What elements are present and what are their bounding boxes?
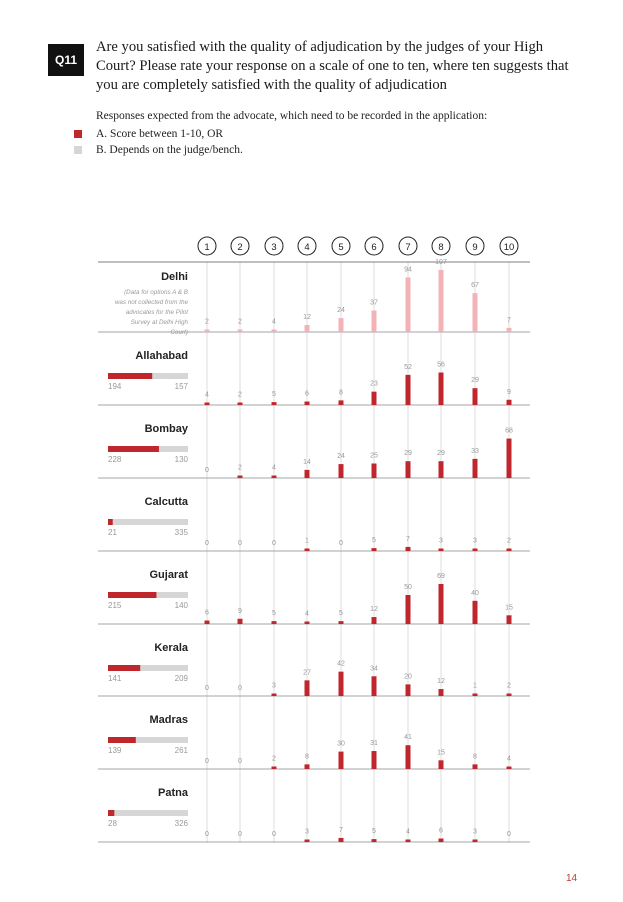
court-note-line: Court) bbox=[170, 329, 188, 336]
column-header-label-3: 3 bbox=[271, 242, 277, 253]
bar-label-patna-10: 0 bbox=[507, 831, 511, 838]
split-bar-a-kerala bbox=[108, 665, 140, 671]
bar-label-calcutta-2: 0 bbox=[238, 540, 242, 547]
split-bar-b-patna bbox=[108, 810, 188, 816]
bar-calcutta-8 bbox=[439, 549, 444, 552]
legend-title: Responses expected from the advocate, which need to be recorded in the application: bbox=[96, 110, 488, 122]
bar-allahabad-10 bbox=[507, 400, 512, 405]
bar-label-delhi-4: 12 bbox=[303, 314, 311, 322]
bar-gujarat-3 bbox=[272, 621, 277, 624]
bar-label-calcutta-4: 1 bbox=[305, 537, 309, 545]
bar-gujarat-9 bbox=[473, 601, 478, 624]
bar-label-allahabad-3: 5 bbox=[272, 391, 276, 399]
bar-madras-8 bbox=[439, 760, 444, 769]
split-bar-a-patna bbox=[108, 810, 114, 816]
bar-calcutta-10 bbox=[507, 549, 512, 552]
split-value-b-calcutta: 335 bbox=[174, 528, 188, 537]
bar-calcutta-9 bbox=[473, 549, 478, 552]
bar-label-kerala-7: 20 bbox=[404, 673, 412, 681]
bar-delhi-10 bbox=[507, 328, 512, 332]
bar-gujarat-2 bbox=[238, 619, 243, 624]
bar-calcutta-4 bbox=[305, 549, 310, 552]
bar-label-madras-8: 15 bbox=[437, 749, 445, 757]
column-header-label-1: 1 bbox=[204, 242, 210, 253]
bar-label-kerala-2: 0 bbox=[238, 685, 242, 692]
bar-allahabad-3 bbox=[272, 402, 277, 405]
bar-label-calcutta-7: 7 bbox=[406, 535, 410, 543]
bar-delhi-3 bbox=[272, 330, 277, 333]
bar-delhi-2 bbox=[238, 330, 243, 333]
bar-gujarat-6 bbox=[372, 617, 377, 624]
bar-label-calcutta-9: 3 bbox=[473, 537, 477, 545]
court-note-line: Survey at Delhi High bbox=[130, 319, 188, 326]
bar-kerala-10 bbox=[507, 694, 512, 697]
split-value-a-patna: 28 bbox=[108, 819, 117, 828]
bar-label-gujarat-2: 9 bbox=[238, 607, 242, 615]
bar-label-madras-9: 8 bbox=[473, 753, 477, 761]
column-header-label-8: 8 bbox=[438, 242, 444, 253]
split-value-a-madras: 139 bbox=[108, 746, 122, 755]
bar-label-madras-7: 41 bbox=[404, 734, 412, 742]
column-header-label-2: 2 bbox=[237, 242, 243, 253]
bar-label-calcutta-10: 2 bbox=[507, 537, 511, 545]
bar-patna-7 bbox=[406, 840, 411, 843]
bar-allahabad-4 bbox=[305, 402, 310, 405]
bar-label-kerala-3: 3 bbox=[272, 682, 276, 690]
bar-calcutta-6 bbox=[372, 548, 377, 551]
bar-label-allahabad-9: 29 bbox=[471, 377, 479, 385]
bar-label-patna-9: 3 bbox=[473, 828, 477, 836]
bar-delhi-5 bbox=[339, 318, 344, 332]
bar-label-gujarat-1: 6 bbox=[205, 609, 209, 617]
bar-delhi-7 bbox=[406, 277, 411, 332]
bar-label-bombay-6: 25 bbox=[370, 452, 378, 460]
bar-madras-6 bbox=[372, 751, 377, 769]
bar-label-kerala-9: 1 bbox=[473, 682, 477, 690]
bar-bombay-2 bbox=[238, 476, 243, 479]
bar-allahabad-6 bbox=[372, 392, 377, 405]
court-note-line: advocates for the Pilot bbox=[125, 309, 188, 316]
bar-label-bombay-10: 68 bbox=[505, 427, 513, 435]
split-bar-b-calcutta bbox=[108, 519, 188, 525]
bar-madras-10 bbox=[507, 767, 512, 770]
bar-delhi-6 bbox=[372, 311, 377, 332]
bar-label-gujarat-8: 69 bbox=[437, 572, 445, 580]
bar-label-patna-7: 4 bbox=[406, 828, 410, 836]
bar-label-bombay-5: 24 bbox=[337, 453, 345, 461]
bar-patna-9 bbox=[473, 840, 478, 843]
bar-label-gujarat-6: 12 bbox=[370, 606, 378, 614]
bar-bombay-5 bbox=[339, 464, 344, 478]
split-value-b-madras: 261 bbox=[174, 746, 188, 755]
split-value-b-kerala: 209 bbox=[174, 674, 188, 683]
bar-madras-9 bbox=[473, 764, 478, 769]
bar-gujarat-4 bbox=[305, 622, 310, 625]
bar-label-kerala-1: 0 bbox=[205, 685, 209, 692]
court-name-delhi: Delhi bbox=[161, 271, 188, 283]
bar-label-kerala-4: 27 bbox=[303, 669, 311, 677]
court-name-bombay: Bombay bbox=[144, 423, 188, 435]
split-value-b-bombay: 130 bbox=[174, 455, 188, 464]
bar-madras-4 bbox=[305, 764, 310, 769]
bar-label-delhi-8: 107 bbox=[435, 258, 447, 266]
split-bar-a-calcutta bbox=[108, 519, 113, 525]
bar-bombay-7 bbox=[406, 461, 411, 478]
page-number: 14 bbox=[566, 873, 578, 884]
split-value-b-gujarat: 140 bbox=[174, 601, 188, 610]
bar-label-madras-5: 30 bbox=[337, 740, 345, 748]
bar-label-allahabad-8: 56 bbox=[437, 361, 445, 369]
bar-calcutta-7 bbox=[406, 547, 411, 551]
split-value-b-patna: 326 bbox=[174, 819, 188, 828]
bar-madras-3 bbox=[272, 767, 277, 770]
bar-madras-7 bbox=[406, 745, 411, 769]
split-value-b-allahabad: 157 bbox=[174, 382, 188, 391]
bar-label-patna-1: 0 bbox=[205, 831, 209, 838]
bar-label-madras-4: 8 bbox=[305, 753, 309, 761]
bar-bombay-3 bbox=[272, 476, 277, 479]
bar-label-delhi-2: 2 bbox=[238, 318, 242, 326]
bar-label-bombay-1: 0 bbox=[205, 467, 209, 474]
bar-kerala-7 bbox=[406, 684, 411, 696]
bar-allahabad-7 bbox=[406, 375, 411, 405]
bar-label-patna-5: 7 bbox=[339, 826, 343, 834]
bar-label-calcutta-8: 3 bbox=[439, 537, 443, 545]
bar-label-allahabad-6: 23 bbox=[370, 380, 378, 388]
bar-patna-8 bbox=[439, 839, 444, 842]
bar-label-patna-4: 3 bbox=[305, 828, 309, 836]
bar-allahabad-1 bbox=[205, 403, 210, 406]
court-name-patna: Patna bbox=[158, 787, 188, 799]
bar-allahabad-9 bbox=[473, 388, 478, 405]
bar-bombay-10 bbox=[507, 439, 512, 478]
bar-label-allahabad-1: 4 bbox=[205, 391, 209, 399]
bar-label-delhi-1: 2 bbox=[205, 318, 209, 326]
bar-label-allahabad-5: 8 bbox=[339, 389, 343, 397]
split-value-a-gujarat: 215 bbox=[108, 601, 122, 610]
bar-label-gujarat-9: 40 bbox=[471, 589, 479, 597]
bar-label-madras-1: 0 bbox=[205, 758, 209, 765]
split-value-a-kerala: 141 bbox=[108, 674, 122, 683]
legend-label-b: B. Depends on the judge/bench. bbox=[96, 144, 243, 156]
bar-delhi-8 bbox=[439, 270, 444, 332]
bar-gujarat-5 bbox=[339, 621, 344, 624]
split-bar-a-bombay bbox=[108, 446, 159, 452]
bar-label-patna-8: 6 bbox=[439, 827, 443, 835]
bar-label-patna-3: 0 bbox=[272, 831, 276, 838]
bar-bombay-4 bbox=[305, 470, 310, 478]
bar-label-kerala-8: 12 bbox=[437, 678, 445, 686]
court-name-calcutta: Calcutta bbox=[144, 496, 188, 508]
column-header-label-5: 5 bbox=[338, 242, 344, 253]
bar-bombay-8 bbox=[439, 461, 444, 478]
court-note-line: was not collected from the bbox=[114, 299, 188, 306]
bar-kerala-9 bbox=[473, 694, 478, 697]
bar-delhi-4 bbox=[305, 325, 310, 332]
split-value-a-calcutta: 21 bbox=[108, 528, 117, 537]
column-header-label-6: 6 bbox=[371, 242, 377, 253]
column-header-label-10: 10 bbox=[503, 242, 515, 253]
bar-label-gujarat-5: 5 bbox=[339, 610, 343, 618]
bar-label-gujarat-4: 4 bbox=[305, 610, 309, 618]
bar-label-patna-6: 5 bbox=[372, 828, 376, 836]
bar-label-delhi-7: 94 bbox=[404, 266, 412, 274]
column-header-label-9: 9 bbox=[472, 242, 478, 253]
bar-allahabad-2 bbox=[238, 403, 243, 406]
bar-allahabad-5 bbox=[339, 400, 344, 405]
court-note-delhi bbox=[115, 289, 189, 336]
court-name-gujarat: Gujarat bbox=[149, 569, 188, 581]
bar-label-kerala-10: 2 bbox=[507, 682, 511, 690]
bar-label-bombay-9: 33 bbox=[471, 447, 479, 455]
bar-label-allahabad-10: 9 bbox=[507, 388, 511, 396]
bar-patna-4 bbox=[305, 840, 310, 843]
bar-label-madras-3: 2 bbox=[272, 755, 276, 763]
bar-delhi-9 bbox=[473, 293, 478, 332]
bar-allahabad-8 bbox=[439, 373, 444, 405]
bar-label-calcutta-1: 0 bbox=[205, 540, 209, 547]
court-name-allahabad: Allahabad bbox=[135, 350, 188, 362]
split-bar-a-allahabad bbox=[108, 373, 152, 379]
question-text: Are you satisfied with the quality of adjudication by the judges of your High Court? Please rate your response on a scale of one to ten, where ten suggests that you are completely satisfied with the quality of adjudication bbox=[96, 39, 569, 93]
court-name-kerala: Kerala bbox=[154, 642, 188, 654]
bar-label-madras-6: 31 bbox=[370, 740, 378, 748]
bar-kerala-4 bbox=[305, 680, 310, 696]
court-note-line: (Data for options A & B bbox=[124, 289, 188, 296]
bar-label-delhi-9: 67 bbox=[471, 282, 479, 290]
bar-label-gujarat-3: 5 bbox=[272, 610, 276, 618]
bar-label-bombay-4: 14 bbox=[303, 458, 311, 466]
split-bar-a-madras bbox=[108, 737, 136, 743]
bar-kerala-5 bbox=[339, 672, 344, 696]
bar-label-bombay-8: 29 bbox=[437, 450, 445, 458]
bar-label-delhi-3: 4 bbox=[272, 318, 276, 326]
bar-label-patna-2: 0 bbox=[238, 831, 242, 838]
bar-label-calcutta-5: 0 bbox=[339, 540, 343, 547]
bar-gujarat-1 bbox=[205, 621, 210, 624]
bar-gujarat-7 bbox=[406, 595, 411, 624]
bar-delhi-1 bbox=[205, 330, 210, 333]
column-header-label-4: 4 bbox=[304, 242, 310, 253]
split-value-a-bombay: 228 bbox=[108, 455, 122, 464]
bar-bombay-6 bbox=[372, 464, 377, 479]
bar-gujarat-8 bbox=[439, 584, 444, 624]
bar-label-delhi-10: 7 bbox=[507, 316, 511, 324]
bar-label-gujarat-7: 50 bbox=[404, 584, 412, 591]
bar-label-calcutta-6: 5 bbox=[372, 537, 376, 545]
bar-bombay-9 bbox=[473, 459, 478, 478]
question-badge: Q11 bbox=[48, 44, 84, 76]
bar-label-delhi-5: 24 bbox=[337, 307, 345, 315]
bar-label-madras-10: 4 bbox=[507, 755, 511, 763]
bar-patna-6 bbox=[372, 839, 377, 842]
split-bar-a-gujarat bbox=[108, 592, 156, 598]
bar-label-kerala-6: 34 bbox=[370, 665, 378, 673]
legend-label-a: A. Score between 1-10, OR bbox=[96, 128, 224, 140]
bar-label-kerala-5: 42 bbox=[337, 660, 345, 668]
bar-kerala-8 bbox=[439, 689, 444, 696]
bar-label-calcutta-3: 0 bbox=[272, 540, 276, 547]
bar-gujarat-10 bbox=[507, 615, 512, 624]
column-header-label-7: 7 bbox=[405, 242, 411, 253]
split-value-a-allahabad: 194 bbox=[108, 382, 122, 391]
bar-label-gujarat-10: 15 bbox=[505, 604, 513, 612]
bar-kerala-6 bbox=[372, 676, 377, 696]
bar-patna-5 bbox=[339, 838, 344, 842]
bar-label-madras-2: 0 bbox=[238, 758, 242, 765]
bar-label-allahabad-4: 6 bbox=[305, 390, 309, 398]
bar-label-bombay-7: 29 bbox=[404, 450, 412, 458]
bar-label-bombay-2: 2 bbox=[238, 464, 242, 472]
bar-kerala-3 bbox=[272, 694, 277, 697]
court-name-madras: Madras bbox=[149, 714, 188, 726]
bar-label-bombay-3: 4 bbox=[272, 464, 276, 472]
bar-label-allahabad-7: 52 bbox=[404, 363, 412, 371]
bar-label-allahabad-2: 2 bbox=[238, 391, 242, 399]
bar-madras-5 bbox=[339, 752, 344, 769]
bar-label-delhi-6: 37 bbox=[370, 299, 378, 307]
